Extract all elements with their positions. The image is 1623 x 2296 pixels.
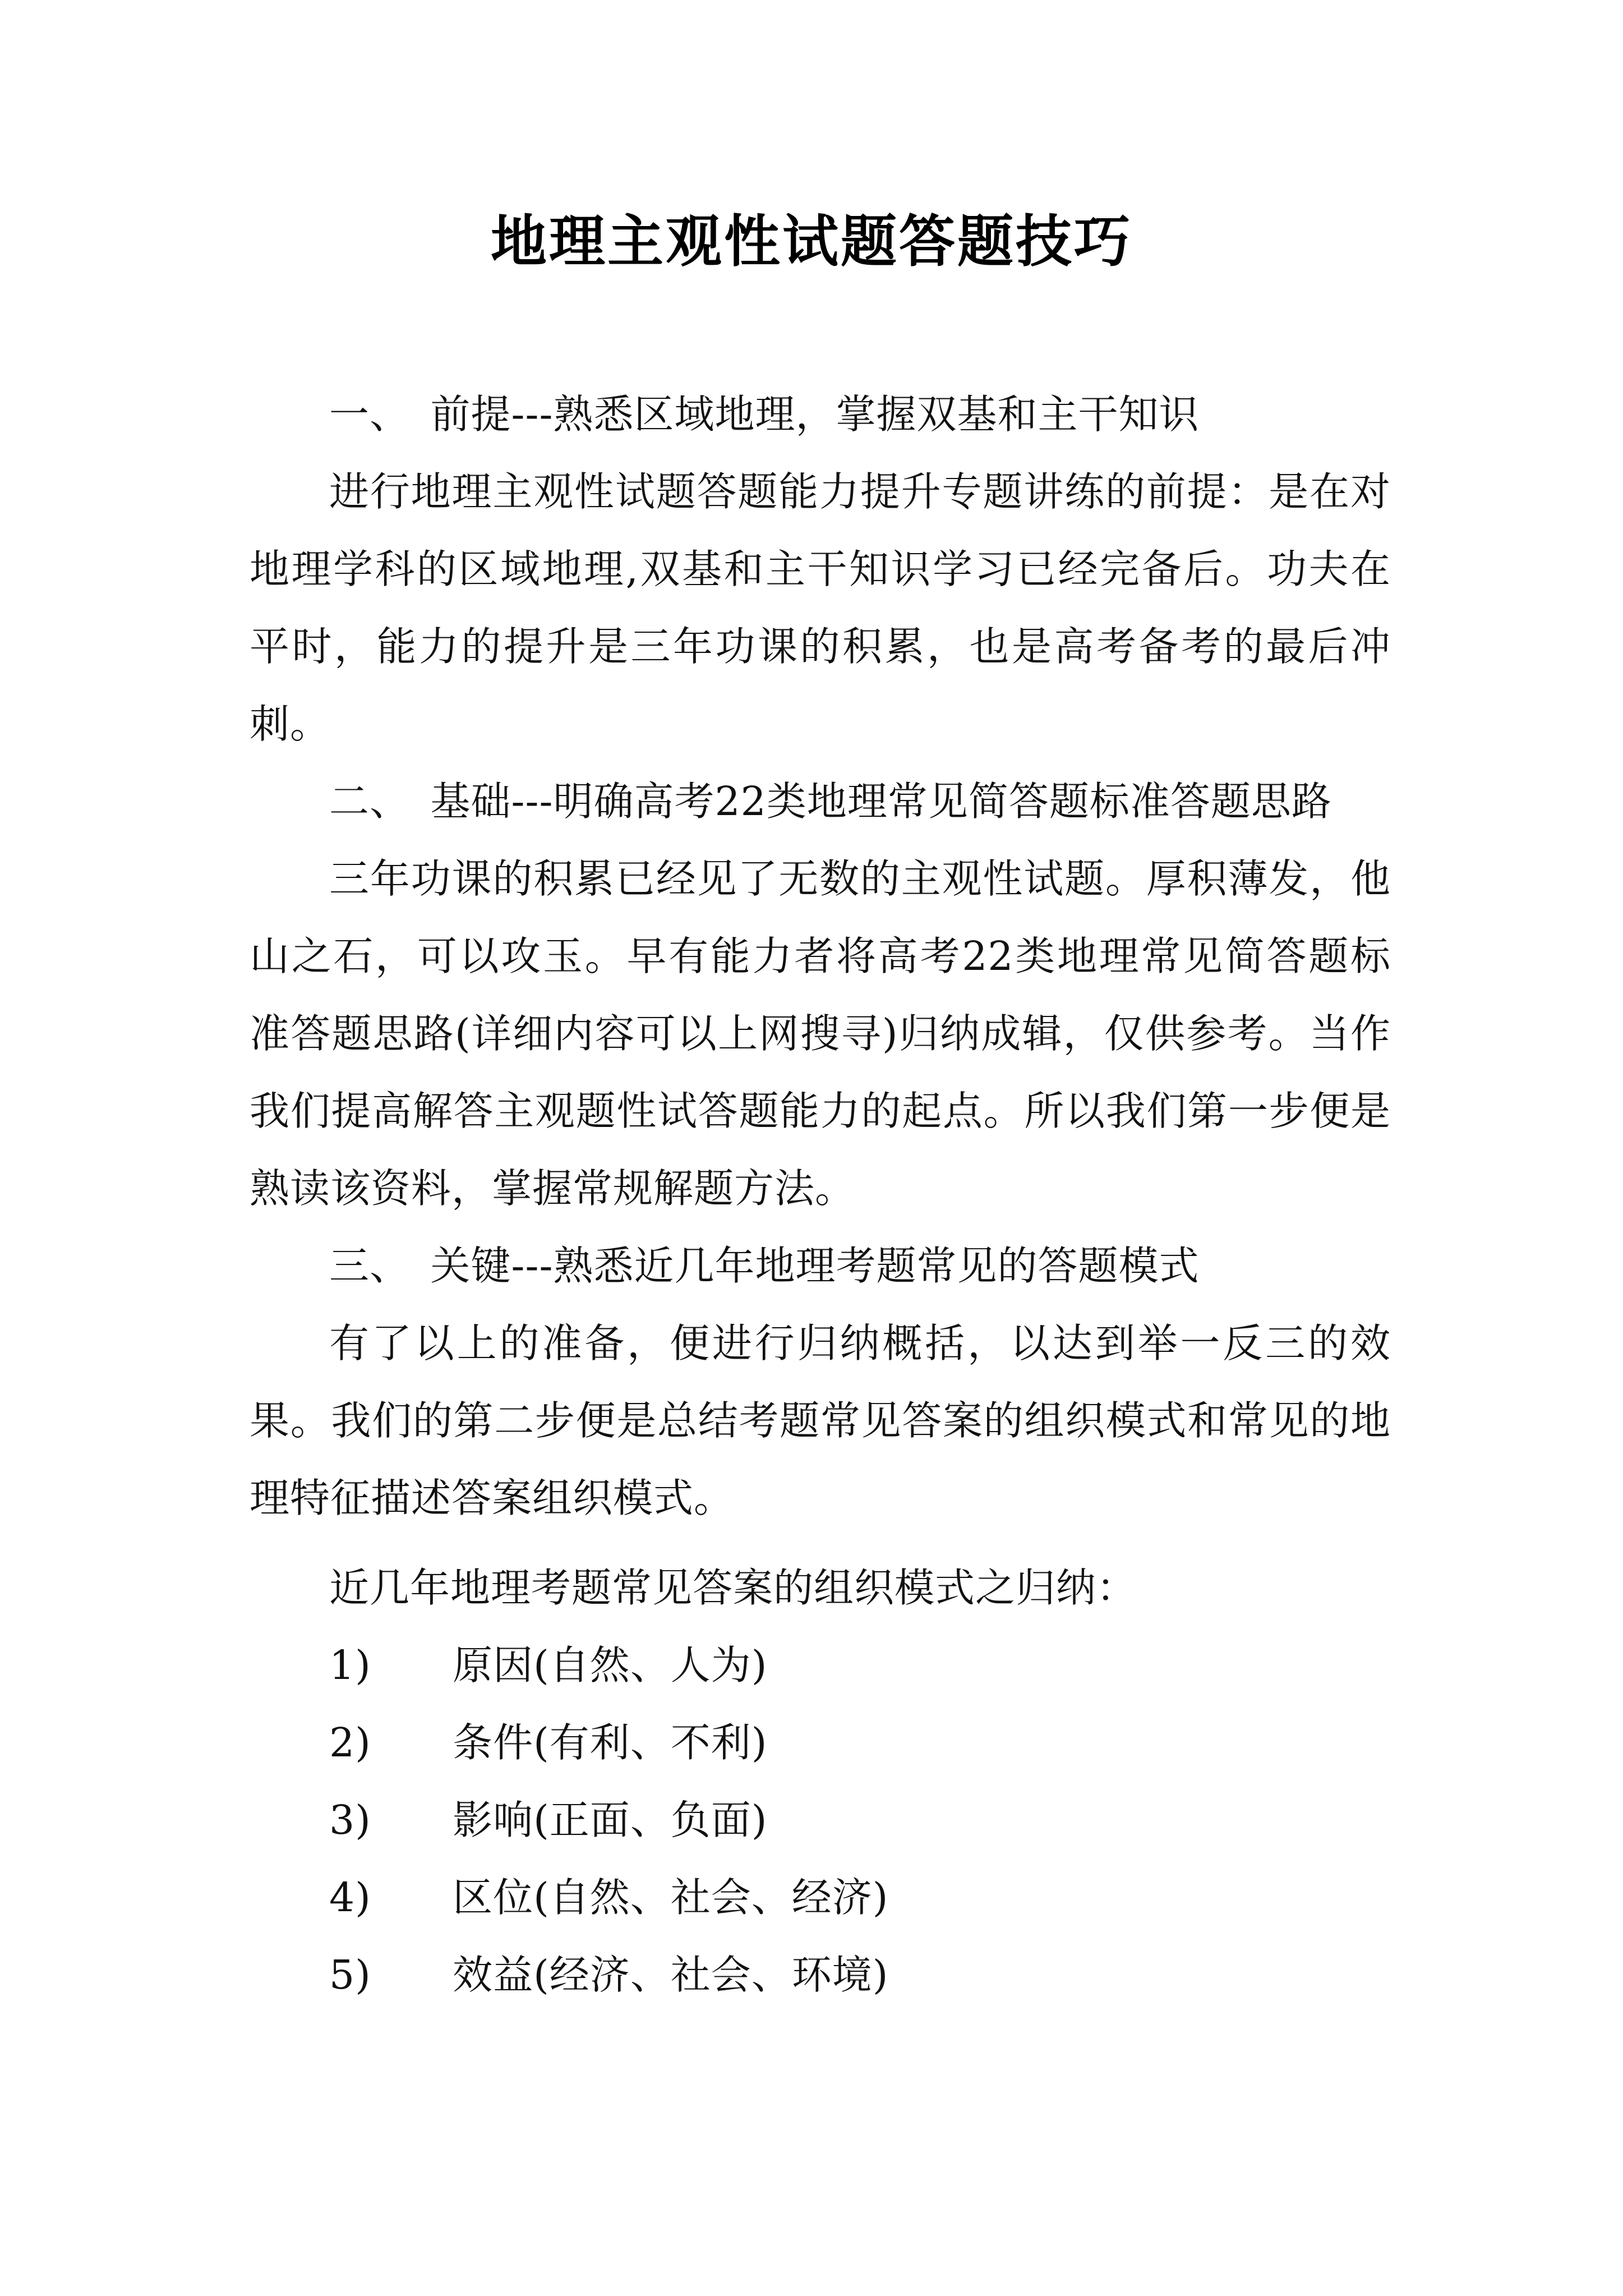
list-item xyxy=(250,1704,1391,1782)
list-item xyxy=(250,1627,1391,1704)
list-item-number: 2) xyxy=(329,1719,371,1766)
answer-pattern-list xyxy=(250,1627,1391,2014)
list-item-text: 条件(有利、不利) xyxy=(453,1719,768,1766)
section-1-paragraph: 进行地理主观性试题答题能力提升专题讲练的前提：是在对地理学科的区域地理,双基和主干知识学习已经完备后。功夫在平时，能力的提升是三年功课的积累，也是高考备考的最后冲刺。 xyxy=(250,468,1391,747)
list-item-number: 4) xyxy=(329,1874,371,1921)
list-intro: 近几年地理考题常见答案的组织模式之归纳： xyxy=(329,1565,1137,1611)
section-1-heading: 一、 前提---熟悉区域地理，掌握双基和主干知识 xyxy=(329,391,1200,438)
section-3-heading: 三、 关键---熟悉近几年地理考题常见的答题模式 xyxy=(329,1243,1200,1289)
section-2-heading: 二、 基础---明确高考22类地理常见简答题标准答题思路 xyxy=(329,778,1332,825)
list-item xyxy=(250,1782,1391,1859)
list-item-text: 原因(自然、人为) xyxy=(453,1642,768,1688)
section-2-paragraph: 三年功课的积累已经见了无数的主观性试题。厚积薄发，他山之石，可以攻玉。早有能力者将高考22类地理常见简答题标准答题思路(详细内容可以上网搜寻)归纳成辑，仅供参考。当作我们提高解答主观题性试答题能力的起点。所以我们第一步便是熟读该资料，掌握常规解题方法。 xyxy=(250,855,1391,1212)
document-title: 地理主观性试题答题技巧 xyxy=(491,208,1132,274)
list-item-number: 5) xyxy=(329,1952,371,1998)
list-item xyxy=(250,1936,1391,2014)
document-body xyxy=(250,376,1391,2014)
list-item-text: 效益(经济、社会、环境) xyxy=(453,1952,889,1998)
list-item-text: 影响(正面、负面) xyxy=(453,1797,768,1843)
section-3-paragraph: 有了以上的准备，便进行归纳概括，以达到举一反三的效果。我们的第二步便是总结考题常见答案的组织模式和常见的地理特征描述答案组织模式。 xyxy=(250,1320,1391,1521)
spacer xyxy=(250,1537,1391,1549)
list-item-number: 3) xyxy=(329,1797,371,1843)
list-item-number: 1) xyxy=(329,1642,371,1688)
list-item xyxy=(250,1859,1391,1936)
list-item-text: 区位(自然、社会、经济) xyxy=(453,1874,889,1921)
